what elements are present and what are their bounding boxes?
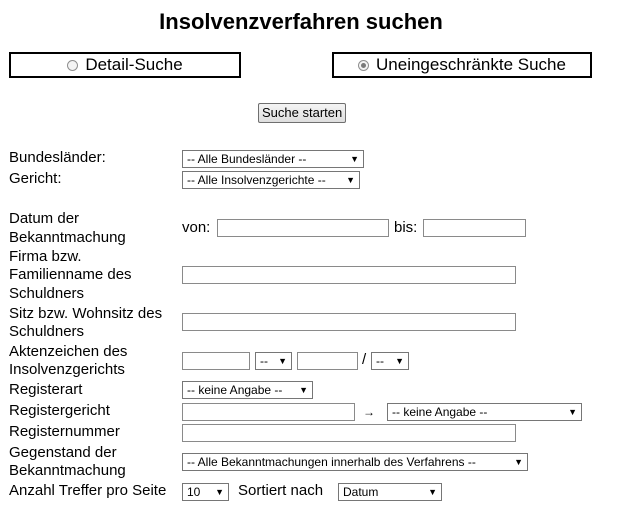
detail-search-option[interactable] xyxy=(9,52,241,78)
treffer-label: Anzahl Treffer pro Seite xyxy=(9,482,167,499)
datum-bis-label: bis: xyxy=(394,219,418,236)
gegenstand-value: -- Alle Bekanntmachungen innerhalb des Verfahrens -- xyxy=(187,455,476,469)
chevron-down-icon: ▼ xyxy=(395,356,404,366)
datum-von-label: von: xyxy=(182,219,211,236)
gegenstand-select[interactable] xyxy=(182,453,528,471)
treffer-select[interactable] xyxy=(182,483,229,501)
aktenzeichen-select-1[interactable] xyxy=(255,352,292,370)
registerart-label: Registerart xyxy=(9,381,83,398)
chevron-down-icon: ▼ xyxy=(299,385,308,395)
gericht-label: Gericht: xyxy=(9,170,62,187)
chevron-down-icon: ▼ xyxy=(568,407,577,417)
gericht-value: -- Alle Insolvenzgerichte -- xyxy=(187,173,326,187)
sortiert-label: Sortiert nach xyxy=(238,482,324,499)
arrow-right-icon: → xyxy=(363,405,375,419)
aktenzeichen-input-1[interactable] xyxy=(182,352,250,370)
chevron-down-icon: ▼ xyxy=(215,487,224,497)
registergericht-select[interactable] xyxy=(387,403,582,421)
registergericht-value: -- keine Angabe -- xyxy=(392,405,488,419)
chevron-down-icon: ▼ xyxy=(514,457,523,467)
sitz-label-line2: Schuldners xyxy=(9,323,85,340)
aktenzeichen-separator: / xyxy=(362,351,367,368)
registernummer-input[interactable] xyxy=(182,424,516,442)
datum-von-input[interactable] xyxy=(217,219,389,237)
chevron-down-icon: ▼ xyxy=(278,356,287,366)
datum-label-line1: Datum der xyxy=(9,210,80,227)
aktenzeichen-select-1-value: -- xyxy=(260,354,268,368)
sitz-input[interactable] xyxy=(182,313,516,331)
datum-label-line2: Bekanntmachung xyxy=(9,229,126,246)
gegenstand-label-line2: Bekanntmachung xyxy=(9,462,126,479)
gegenstand-label-line1: Gegenstand der xyxy=(9,444,117,461)
firma-label-line3: Schuldners xyxy=(9,285,85,302)
chevron-down-icon: ▼ xyxy=(350,154,359,164)
sortiert-select[interactable] xyxy=(338,483,442,501)
bundeslaender-label: Bundesländer: xyxy=(9,149,106,166)
unrestricted-search-option[interactable] xyxy=(332,52,592,78)
bundeslaender-value: -- Alle Bundesländer -- xyxy=(187,152,307,166)
registernummer-label: Registernummer xyxy=(9,423,120,440)
firma-input[interactable] xyxy=(182,266,516,284)
search-button[interactable]: Suche starten xyxy=(258,103,346,123)
datum-bis-input[interactable] xyxy=(423,219,526,237)
aktenzeichen-label-line2: Insolvenzgerichts xyxy=(9,361,125,378)
firma-label-line1: Firma bzw. xyxy=(9,248,82,265)
aktenzeichen-select-2-value: -- xyxy=(376,354,384,368)
detail-search-label: Detail-Suche xyxy=(85,55,183,74)
chevron-down-icon: ▼ xyxy=(346,175,355,185)
bundeslaender-select[interactable] xyxy=(182,150,364,168)
firma-label-line2: Familienname des xyxy=(9,266,132,283)
aktenzeichen-input-2[interactable] xyxy=(297,352,358,370)
page-title: Insolvenzverfahren suchen xyxy=(159,9,443,34)
aktenzeichen-select-2[interactable] xyxy=(371,352,409,370)
registerart-value: -- keine Angabe -- xyxy=(187,383,283,397)
gericht-select[interactable] xyxy=(182,171,360,189)
sitz-label-line1: Sitz bzw. Wohnsitz des xyxy=(9,305,163,322)
registergericht-input[interactable] xyxy=(182,403,355,421)
registergericht-label: Registergericht xyxy=(9,402,110,419)
aktenzeichen-label-line1: Aktenzeichen des xyxy=(9,343,128,360)
sortiert-value: Datum xyxy=(343,485,379,499)
treffer-value: 10 xyxy=(187,485,201,499)
chevron-down-icon: ▼ xyxy=(428,487,437,497)
radio-icon[interactable] xyxy=(67,60,78,71)
unrestricted-search-label: Uneingeschränkte Suche xyxy=(376,55,566,74)
registerart-select[interactable] xyxy=(182,381,313,399)
radio-selected-icon[interactable] xyxy=(358,60,369,71)
